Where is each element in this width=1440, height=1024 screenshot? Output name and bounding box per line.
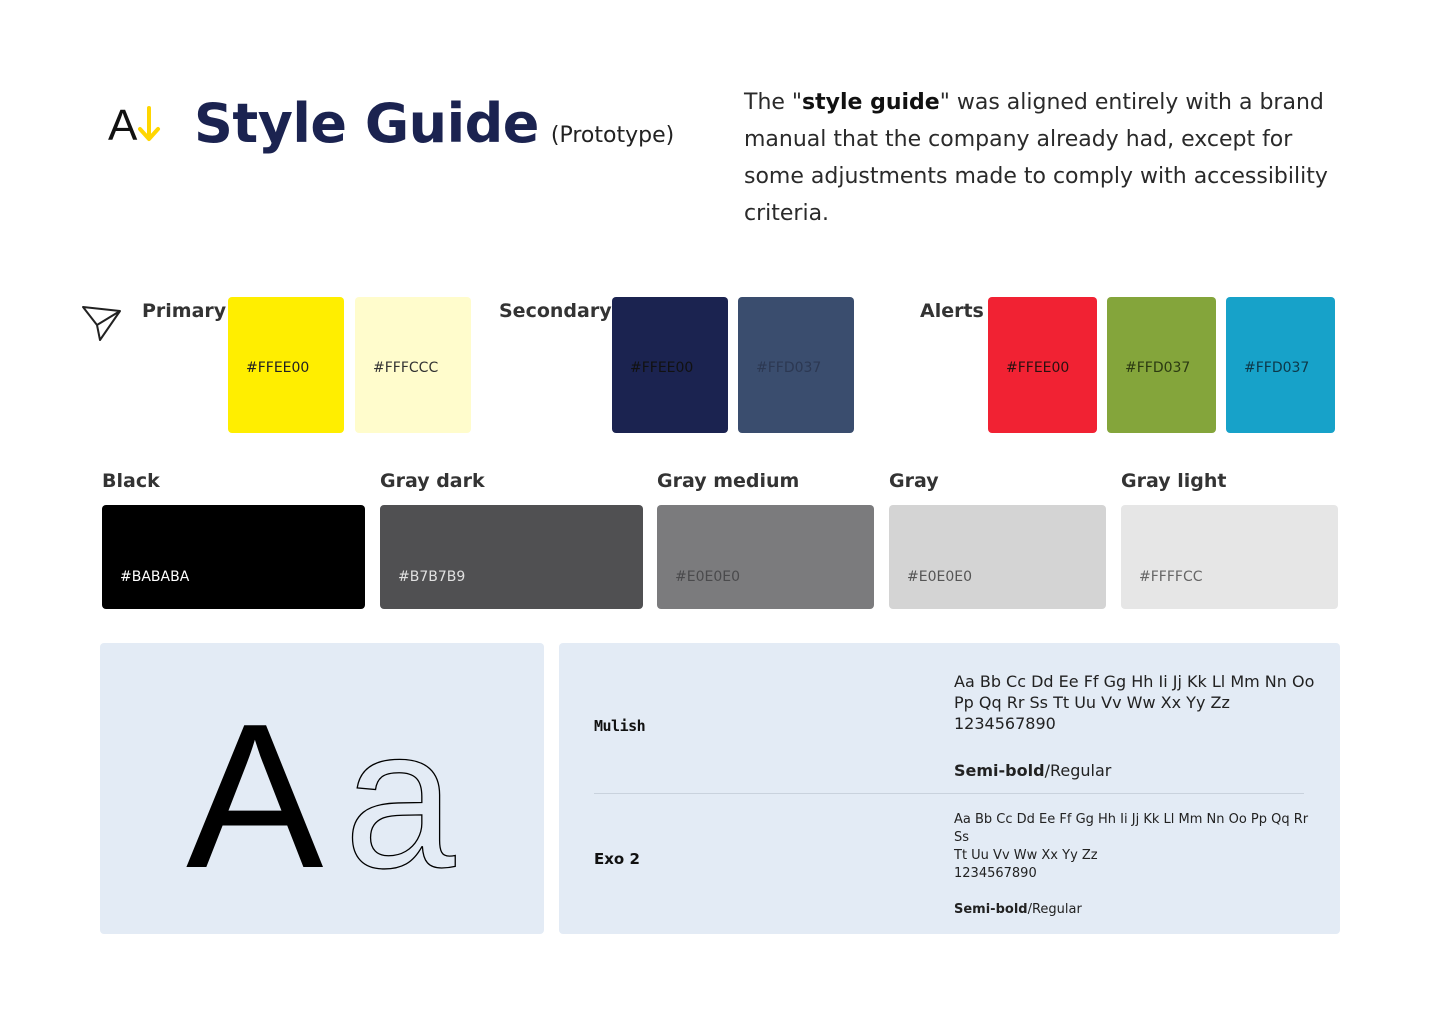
font-specimen-panel [559, 643, 1340, 934]
specimen-digits: 1234567890 [954, 714, 1056, 733]
alerts-label: Alerts [920, 300, 984, 322]
swatch-hex: #FFEE00 [246, 360, 310, 376]
swatch-hex: #B7B7B9 [398, 569, 466, 585]
divider [594, 793, 1304, 794]
swatch-primary-2 [355, 297, 471, 433]
weight-bold: Semi-bold [954, 902, 1028, 917]
intro-post: " was aligned entirely with a brand manual that the company already had, except for some adjustments made to comply with accessibility criteria. [744, 90, 1328, 226]
swatch-hex: #E0E0E0 [675, 569, 740, 585]
swatch-hex: #E0E0E0 [907, 569, 972, 585]
font-weights [954, 901, 1324, 919]
swatch-gray-dark [380, 505, 643, 609]
swatch-alert-red [988, 297, 1097, 433]
swatch-hex: #FFEE00 [630, 360, 694, 376]
gray-label-light: Gray light [1121, 470, 1227, 492]
font-name-exo2: Exo 2 [594, 850, 640, 868]
font-weights [954, 760, 1324, 781]
sample-upper: A [186, 681, 324, 911]
weight-bold: Semi-bold [954, 761, 1045, 780]
font-name-mulish: Mulish [594, 717, 646, 735]
gray-label-medium: Gray medium [657, 470, 800, 492]
paper-plane-icon [80, 302, 124, 342]
swatch-hex: #FFFFCC [1139, 569, 1203, 585]
specimen-line: Pp Qq Rr Ss Tt Uu Vv Ww Xx Yy Zz [954, 693, 1230, 712]
specimen-digits: 1234567890 [954, 866, 1037, 881]
page-subtitle: (Prototype) [550, 123, 675, 148]
primary-label: Primary [142, 300, 227, 322]
intro-pre: The " [744, 90, 803, 115]
swatch-secondary-1 [612, 297, 728, 433]
swatch-hex: #FFD037 [756, 360, 822, 376]
logo-letter: A [108, 101, 138, 148]
sample-lower: a [344, 687, 456, 910]
swatch-alert-blue [1226, 297, 1335, 433]
weight-regular: /Regular [1027, 902, 1082, 917]
swatch-alert-green [1107, 297, 1216, 433]
swatch-black [102, 505, 365, 609]
weight-regular: /Regular [1044, 761, 1112, 780]
swatch-hex: #FFD037 [1244, 360, 1310, 376]
specimen-line: Tt Uu Vv Ww Xx Yy Zz [954, 848, 1098, 863]
intro-paragraph [744, 84, 1344, 232]
swatch-secondary-2 [738, 297, 854, 433]
swatch-hex: #FFFCCC [373, 360, 439, 376]
gray-label-black: Black [102, 470, 160, 492]
swatch-gray-light [1121, 505, 1338, 609]
specimen-line: Aa Bb Cc Dd Ee Ff Gg Hh Ii Jj Kk Ll Mm Nn Oo Pp Qq Rr Ss [954, 812, 1309, 845]
type-sample-panel [100, 643, 544, 934]
title-block [194, 92, 674, 155]
gray-label-dark: Gray dark [380, 470, 485, 492]
mulish-specimen [954, 671, 1324, 781]
swatch-hex: #BABABA [120, 569, 190, 585]
exo2-specimen [954, 811, 1324, 919]
swatch-gray [889, 505, 1106, 609]
specimen-line: Aa Bb Cc Dd Ee Ff Gg Hh Ii Jj Kk Ll Mm Nn Oo [954, 672, 1315, 691]
swatch-hex: #FFD037 [1125, 360, 1191, 376]
swatch-primary-1 [228, 297, 344, 433]
intro-bold: style guide [802, 90, 940, 115]
logo-arrow-icon [140, 108, 158, 139]
swatch-gray-medium [657, 505, 874, 609]
type-sample-aa [100, 643, 544, 934]
swatch-hex: #FFEE00 [1006, 360, 1070, 376]
gray-label-gray: Gray [889, 470, 939, 492]
secondary-label: Secondary [499, 300, 612, 322]
style-guide-logo [108, 100, 168, 148]
page-title: Style Guide [194, 92, 539, 155]
